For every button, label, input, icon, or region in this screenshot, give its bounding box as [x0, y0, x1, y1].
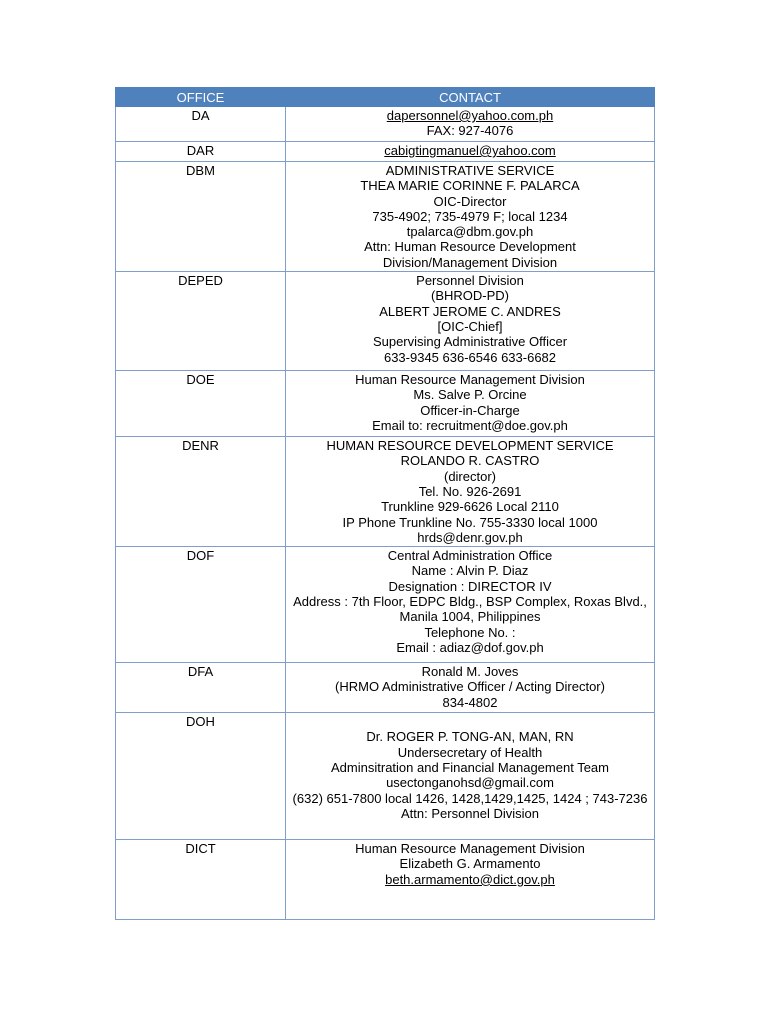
contact-line: Human Resource Management Division [355, 841, 585, 857]
contact-line: Address : 7th Floor, EDPC Bldg., BSP Complex, Roxas Blvd., Manila 1004, Philippines [293, 594, 647, 625]
contact-line: THEA MARIE CORINNE F. PALARCA [360, 178, 580, 194]
contact-cell [286, 272, 655, 371]
contact-line: 633-9345 636-6546 633-6682 [383, 349, 557, 365]
office-cell: DICT [116, 840, 286, 919]
office-cell: DA [116, 107, 286, 142]
contact-line: Undersecretary of Health [397, 744, 543, 760]
table-row [116, 840, 655, 919]
office-cell: DOF [116, 547, 286, 663]
contact-line: Central Administration Office [387, 548, 553, 564]
office-cell: DOH [116, 713, 286, 840]
office-cell: DOE [116, 371, 286, 437]
office-cell: DAR [116, 142, 286, 162]
contact-line: hrds@denr.gov.ph [417, 529, 523, 545]
contact-line: HUMAN RESOURCE DEVELOPMENT SERVICE [326, 438, 614, 454]
contact-cell [286, 547, 655, 663]
blank-line [290, 887, 650, 902]
contact-line: Adminsitration and Financial Management Team [331, 760, 609, 776]
contact-column-header: CONTACT [286, 88, 655, 107]
contact-line: Email to: recruitment@doe.gov.ph [372, 417, 568, 433]
contact-line: Trunkline 929-6626 Local 2110 [381, 499, 559, 515]
contact-cell [286, 840, 655, 919]
table-row [116, 107, 655, 142]
contact-line: (BHROD-PD) [431, 288, 509, 304]
office-column-header: OFFICE [116, 88, 286, 107]
contact-line: Telephone No. : [424, 624, 516, 640]
contact-line: FAX: 927-4076 [426, 123, 514, 139]
contact-line: (director) [443, 468, 496, 484]
contact-line: ALBERT JEROME C. ANDRES [379, 303, 561, 319]
table-body [116, 107, 655, 920]
contact-line: Name : Alvin P. Diaz [411, 563, 529, 579]
contact-line: Supervising Administrative Officer [372, 334, 568, 350]
blank-line [290, 714, 650, 729]
office-cell: DEPED [116, 272, 286, 371]
contact-line: IP Phone Trunkline No. 755-3330 local 1000 [342, 514, 598, 530]
contact-line: ROLANDO R. CASTRO [400, 453, 540, 469]
table-row [116, 371, 655, 437]
office-cell: DBM [116, 162, 286, 272]
table-row [116, 713, 655, 840]
contact-cell [286, 437, 655, 547]
office-cell: DFA [116, 663, 286, 713]
table-row [116, 547, 655, 663]
contact-line: Officer-in-Charge [420, 402, 520, 418]
office-cell: DENR [116, 437, 286, 547]
contact-line: usectonganohsd@gmail.com [386, 775, 554, 791]
contact-line: [OIC-Chief] [437, 318, 503, 334]
contact-line: Personnel Division [416, 273, 524, 289]
contact-cell [286, 162, 655, 272]
email-link[interactable]: dapersonnel@yahoo.com.ph [386, 108, 554, 123]
contact-cell [286, 713, 655, 840]
contact-line: 735-4902; 735-4979 F; local 1234 [372, 208, 568, 224]
blank-line [290, 902, 650, 917]
contact-line: (HRMO Administrative Officer / Acting Director) [335, 679, 605, 695]
contact-line: ADMINISTRATIVE SERVICE [385, 163, 555, 178]
table-row [116, 142, 655, 162]
table-row [116, 272, 655, 371]
contact-line: OIC-Director [433, 193, 507, 209]
email-link[interactable]: cabigtingmanuel@yahoo.com [384, 143, 556, 158]
contact-line: Elizabeth G. Armamento [399, 856, 541, 872]
table-row [116, 162, 655, 272]
office-contact-table [115, 87, 655, 920]
table-row [116, 663, 655, 713]
contact-line: Division/Management Division [382, 254, 558, 270]
contact-cell [286, 142, 655, 162]
contact-line: Attn: Personnel Division [400, 805, 539, 821]
contact-line: tpalarca@dbm.gov.ph [406, 224, 534, 240]
header-row [116, 88, 655, 107]
contact-line: Designation : DIRECTOR IV [388, 578, 552, 594]
contact-line: Human Resource Management Division [355, 372, 585, 388]
contact-line: 834-4802 [442, 694, 498, 710]
contact-line: Ronald M. Joves [421, 664, 519, 680]
table-row [116, 437, 655, 547]
contact-cell [286, 663, 655, 713]
email-link[interactable]: beth.armamento@dict.gov.ph [385, 871, 555, 887]
contact-line: Email : adiaz@dof.gov.ph [396, 639, 544, 655]
contact-line: Dr. ROGER P. TONG-AN, MAN, RN [366, 729, 574, 745]
contact-line: Ms. Salve P. Orcine [413, 387, 527, 403]
contact-cell [286, 371, 655, 437]
contact-line: Tel. No. 926-2691 [418, 483, 522, 499]
contact-line: Attn: Human Resource Development [364, 239, 576, 255]
contact-cell [286, 107, 655, 142]
contact-line: (632) 651-7800 local 1426, 1428,1429,1425, 1424 ; 743-7236 [292, 790, 648, 806]
